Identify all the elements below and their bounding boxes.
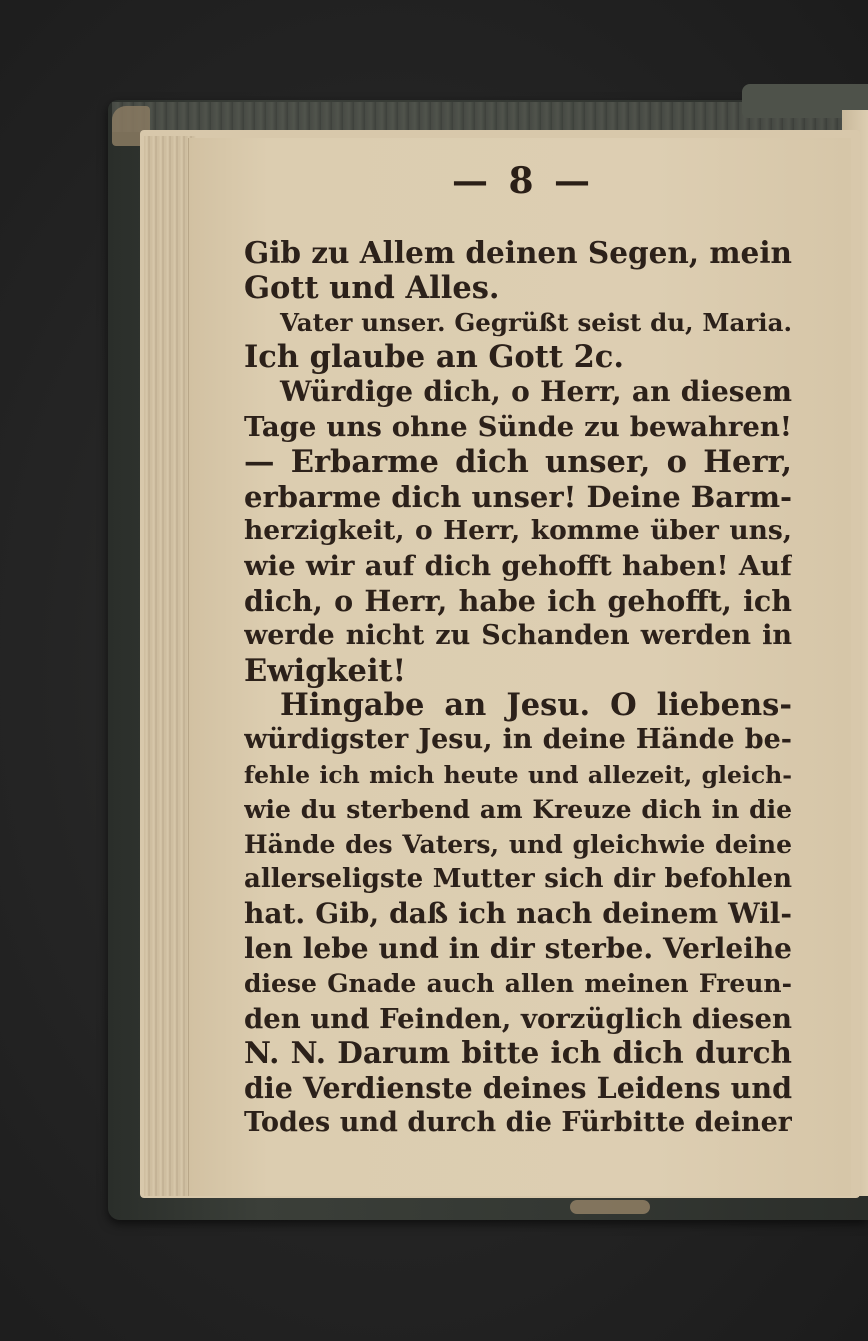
text-line: Vater unser. Gegrüßt seist du, Maria. [280, 307, 792, 337]
text-line: würdigster Jesu, in deine Hände be- [244, 724, 792, 756]
text-line: — Erbarme dich unser, o Herr, [244, 444, 792, 480]
text-line: Todes und durch die Fürbitte deiner [244, 1106, 792, 1138]
text-line: werde nicht zu Schanden werden in [244, 619, 792, 651]
text-line: wie du sterbend am Kreuze dich in die [244, 794, 792, 824]
text-line: Gib zu Allem deinen Segen, mein [244, 236, 792, 270]
text-line: diese Gnade auch allen meinen Freun- [244, 968, 792, 998]
cover-stain [570, 1200, 650, 1214]
text-line: den und Feinden, vorzüglich diesen [244, 1002, 792, 1035]
page-number: — 8 — [451, 160, 595, 202]
text-line: Ewigkeit! [244, 653, 407, 689]
text-line: N. N. Darum bitte ich dich durch [244, 1036, 792, 1071]
text-line: wie wir auf dich gehofft haben! Auf [244, 550, 792, 583]
text-line: erbarme dich unser! Deine Barm- [244, 479, 792, 514]
text-line: die Verdienste deines Leidens und [244, 1071, 792, 1106]
text-line: Hände des Vaters, und gleichwie deine [244, 829, 792, 859]
text-line: hat. Gib, daß ich nach deinem Wil- [244, 897, 792, 931]
text-line: Ich glaube an Gott 2c. [244, 340, 624, 376]
text-line: len lebe und in dir sterbe. Verleihe [244, 931, 792, 965]
text-line: Tage uns ohne Sünde zu bewahren! [244, 410, 792, 443]
text-line: fehle ich mich heute und allezeit, gleich- [244, 760, 792, 789]
text-line: allerseligste Mutter sich dir befohlen [244, 864, 792, 895]
text-line: Gott und Alles. [244, 270, 500, 306]
page-text [244, 236, 792, 1141]
text-line: Würdige dich, o Herr, an diesem [280, 375, 792, 409]
text-line: herzigkeit, o Herr, komme über uns, [244, 515, 792, 547]
text-line: dich, o Herr, habe ich gehofft, ich [244, 583, 792, 618]
text-line: Hingabe an Jesu. O liebens- [280, 688, 792, 724]
